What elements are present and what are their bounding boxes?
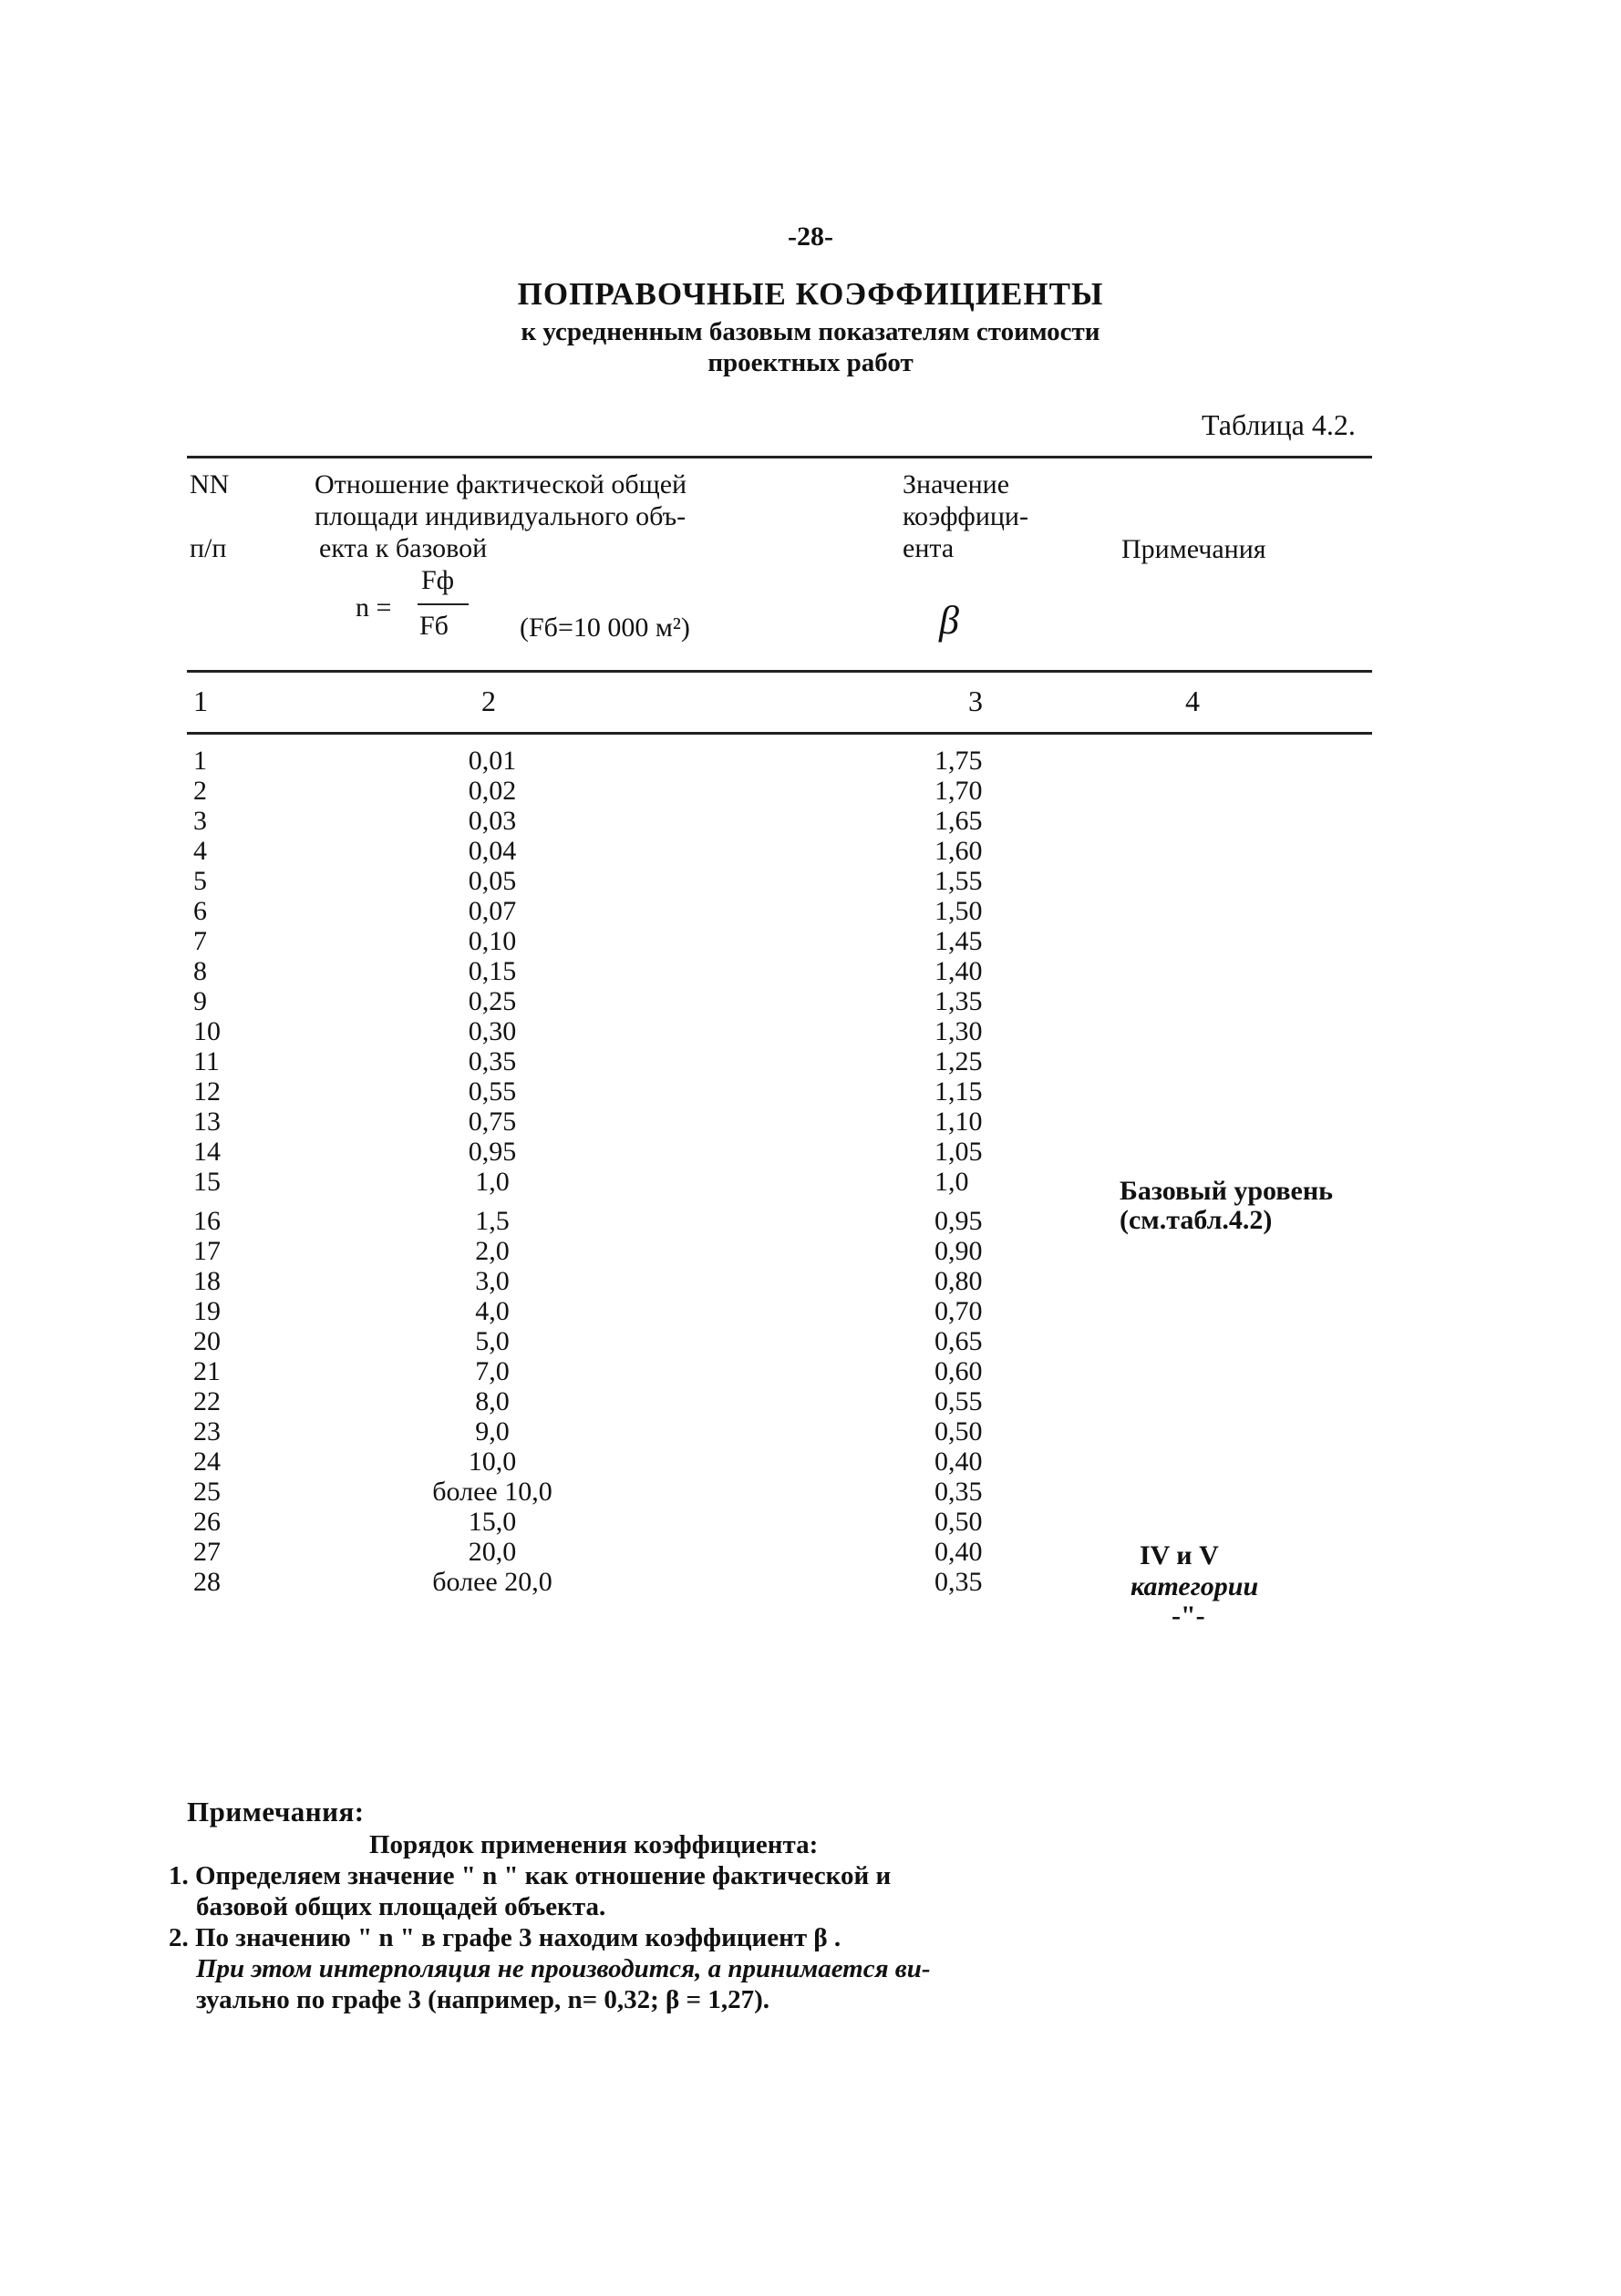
row-ratio: 0,04 xyxy=(468,836,517,866)
header-col2-line2: площади индивидуального объ- xyxy=(315,501,687,531)
notes-title: Примечания: xyxy=(187,1796,365,1828)
note-category-line2: категории xyxy=(1131,1571,1259,1601)
row-ratio: 0,25 xyxy=(468,986,517,1016)
page-title: ПОПРАВОЧНЫЕ КОЭФФИЦИЕНТЫ xyxy=(517,276,1104,312)
row-number: 2 xyxy=(193,776,207,806)
header-col2-line3: екта к базовой xyxy=(319,533,488,563)
row-ratio: 4,0 xyxy=(475,1296,510,1326)
row-number: 6 xyxy=(193,896,207,926)
formula-note: (Fб=10 000 м²) xyxy=(520,613,690,643)
row-number: 1 xyxy=(193,746,207,776)
row-coefficient: 1,60 xyxy=(934,836,983,866)
row-number: 19 xyxy=(193,1296,221,1326)
fraction-bar xyxy=(418,603,469,605)
header-col3-line3: ента xyxy=(903,533,955,563)
row-number: 22 xyxy=(193,1386,221,1416)
row-coefficient: 1,40 xyxy=(934,956,983,986)
header-col3-line2: коэффици- xyxy=(903,501,1028,531)
row-coefficient: 0,55 xyxy=(934,1386,983,1416)
row-number: 26 xyxy=(193,1507,221,1537)
column-number-3: 3 xyxy=(968,685,983,717)
row-coefficient: 0,35 xyxy=(934,1477,983,1507)
row-number: 9 xyxy=(193,986,207,1016)
row-coefficient: 1,35 xyxy=(934,986,983,1016)
row-number: 18 xyxy=(193,1266,221,1296)
header-bottom-rule xyxy=(187,670,1372,673)
row-number: 8 xyxy=(193,956,207,986)
note-base-level-line1: Базовый уровень xyxy=(1120,1176,1333,1206)
row-coefficient: 0,60 xyxy=(934,1356,983,1386)
row-ratio: 0,03 xyxy=(468,806,517,836)
row-ratio: 2,0 xyxy=(475,1236,510,1266)
table-label: Таблица 4.2. xyxy=(1202,408,1356,441)
row-coefficient: 1,70 xyxy=(934,776,983,806)
row-number: 21 xyxy=(193,1356,221,1386)
row-ratio: более 10,0 xyxy=(432,1477,552,1507)
row-ratio: 0,35 xyxy=(468,1046,517,1076)
notes-item1-line1: 1. Определяем значение " n " как отношение фактической и xyxy=(169,1861,892,1890)
row-ratio: 1,5 xyxy=(475,1206,510,1236)
notes-item2-line2: При этом интерполяция не производится, а принимается ви- xyxy=(196,1954,931,1983)
row-coefficient: 1,05 xyxy=(934,1137,983,1167)
row-ratio: 0,55 xyxy=(468,1076,517,1107)
row-number: 11 xyxy=(193,1046,220,1076)
row-coefficient: 0,70 xyxy=(934,1296,983,1326)
row-coefficient: 0,50 xyxy=(934,1416,983,1447)
row-coefficient: 0,40 xyxy=(934,1537,983,1567)
row-ratio: 5,0 xyxy=(475,1326,510,1356)
notes-item2-line1: 2. По значению " n " в графе 3 находим коэффициент β . xyxy=(169,1923,841,1952)
row-ratio: 0,07 xyxy=(468,896,517,926)
row-coefficient: 1,55 xyxy=(934,866,983,896)
row-number: 15 xyxy=(193,1167,221,1197)
row-number: 28 xyxy=(193,1567,221,1597)
row-ratio: 20,0 xyxy=(468,1537,517,1567)
row-ratio: 0,10 xyxy=(468,926,517,956)
row-coefficient: 1,15 xyxy=(934,1076,983,1107)
row-number: 4 xyxy=(193,836,207,866)
note-category-line1: IV и V xyxy=(1140,1540,1219,1570)
row-number: 17 xyxy=(193,1236,221,1266)
row-coefficient: 1,75 xyxy=(934,746,983,776)
row-number: 14 xyxy=(193,1137,221,1167)
row-coefficient: 1,50 xyxy=(934,896,983,926)
header-col2-line1: Отношение фактической общей xyxy=(315,469,687,499)
notes-item2-line3: зуально по графе 3 (например, n= 0,32; β = 1,27). xyxy=(196,1985,769,2014)
header-col1-line1: NN xyxy=(190,469,230,499)
row-coefficient: 1,0 xyxy=(934,1167,969,1197)
row-ratio: 0,75 xyxy=(468,1107,517,1137)
row-ratio: 0,30 xyxy=(468,1016,517,1046)
subtitle-line-2: проектных работ xyxy=(707,348,914,377)
row-coefficient: 1,25 xyxy=(934,1046,983,1076)
row-coefficient: 1,30 xyxy=(934,1016,983,1046)
row-ratio: более 20,0 xyxy=(432,1567,552,1597)
subtitle-line-1: к усредненным базовым показателям стоимости xyxy=(521,317,1100,346)
row-coefficient: 0,50 xyxy=(934,1507,983,1537)
row-number: 24 xyxy=(193,1447,221,1477)
row-number: 25 xyxy=(193,1477,221,1507)
table-top-rule xyxy=(187,456,1372,458)
row-number: 20 xyxy=(193,1326,221,1356)
row-ratio: 3,0 xyxy=(475,1266,510,1296)
page-number: -28- xyxy=(788,221,833,252)
row-number: 12 xyxy=(193,1076,221,1107)
row-ratio: 0,02 xyxy=(468,776,517,806)
formula-numerator: Fф xyxy=(421,565,455,595)
row-coefficient: 0,40 xyxy=(934,1447,983,1477)
row-number: 16 xyxy=(193,1206,221,1236)
row-ratio: 9,0 xyxy=(475,1416,510,1447)
row-coefficient: 0,80 xyxy=(934,1266,983,1296)
row-ratio: 0,15 xyxy=(468,956,517,986)
column-number-1: 1 xyxy=(193,685,208,717)
row-number: 10 xyxy=(193,1016,221,1046)
row-ratio: 8,0 xyxy=(475,1386,510,1416)
formula-denominator: Fб xyxy=(419,611,449,641)
row-ratio: 15,0 xyxy=(468,1507,517,1537)
colnum-bottom-rule xyxy=(187,732,1372,735)
header-col1-line2: п/п xyxy=(190,533,227,563)
column-number-2: 2 xyxy=(481,685,496,717)
row-number: 5 xyxy=(193,866,207,896)
note-ditto: -"- xyxy=(1172,1601,1205,1631)
row-number: 23 xyxy=(193,1416,221,1447)
row-number: 7 xyxy=(193,926,207,956)
row-coefficient: 0,65 xyxy=(934,1326,983,1356)
row-number: 3 xyxy=(193,806,207,836)
row-coefficient: 1,45 xyxy=(934,926,983,956)
note-base-level-line2: (см.табл.4.2) xyxy=(1120,1205,1273,1235)
row-ratio: 7,0 xyxy=(475,1356,510,1386)
notes-heading: Порядок применения коэффициента: xyxy=(369,1830,819,1859)
row-coefficient: 1,65 xyxy=(934,806,983,836)
row-coefficient: 0,95 xyxy=(934,1206,983,1236)
row-ratio: 0,05 xyxy=(468,866,517,896)
header-col4: Примечания xyxy=(1121,534,1266,564)
row-coefficient: 0,90 xyxy=(934,1236,983,1266)
row-number: 13 xyxy=(193,1107,221,1137)
row-number: 27 xyxy=(193,1537,221,1567)
row-ratio: 0,95 xyxy=(468,1137,517,1167)
row-ratio: 1,0 xyxy=(475,1167,510,1197)
row-ratio: 0,01 xyxy=(468,746,517,776)
header-col3-line1: Значение xyxy=(903,469,1010,499)
row-ratio: 10,0 xyxy=(468,1447,517,1477)
row-coefficient: 1,10 xyxy=(934,1107,983,1137)
row-coefficient: 0,35 xyxy=(934,1567,983,1597)
notes-item1-line2: базовой общих площадей объекта. xyxy=(196,1892,606,1921)
column-number-4: 4 xyxy=(1185,685,1200,717)
formula-lhs: n = xyxy=(356,592,392,623)
header-col3-symbol: β xyxy=(939,598,959,643)
